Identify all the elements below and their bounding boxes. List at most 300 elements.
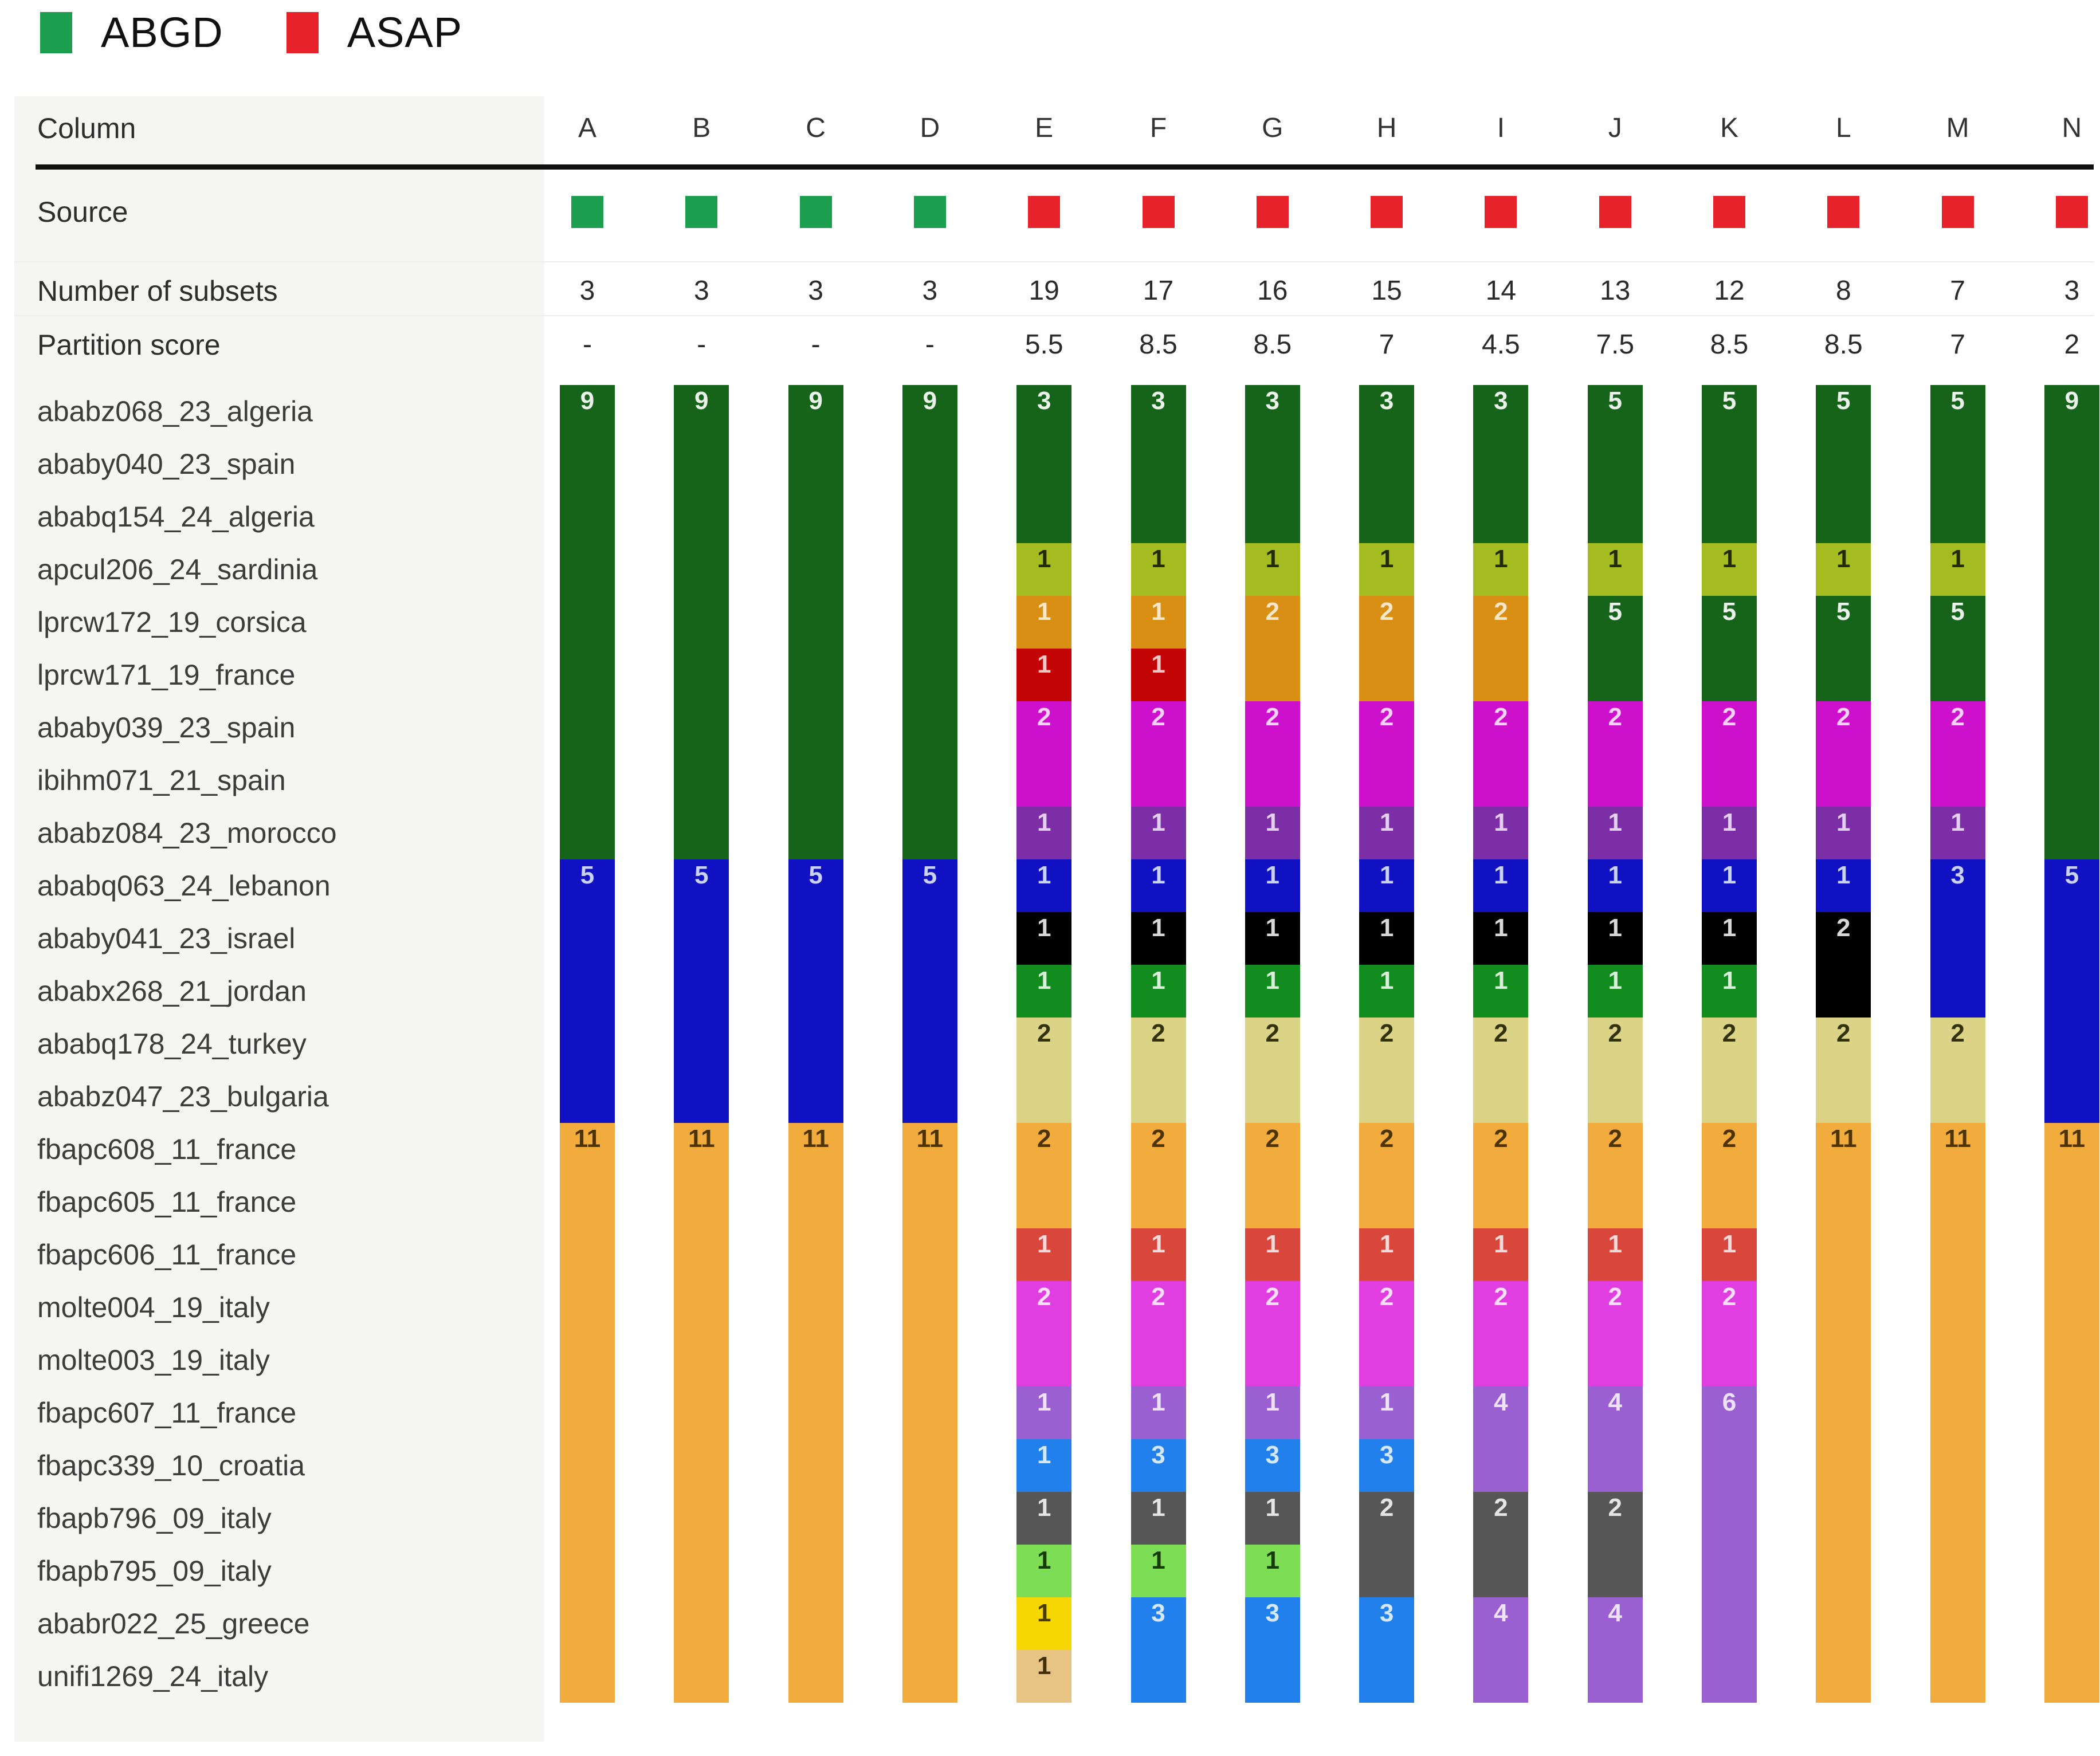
subsets-row-label: Number of subsets	[37, 275, 278, 307]
bar-segment-count: 2	[1722, 703, 1737, 731]
column-letter-K: K	[1720, 113, 1738, 143]
row-label-ababq178_24_turkey: ababq178_24_turkey	[37, 1028, 307, 1060]
subsets-value-C: 3	[808, 276, 823, 306]
bar-segment-count: 2	[1608, 1019, 1622, 1047]
bar-segment	[1245, 807, 1300, 859]
score-value-C: -	[811, 329, 821, 360]
bar-segment	[1359, 543, 1414, 596]
bar-segment-count: 1	[1494, 1230, 1508, 1258]
bar-segment	[1588, 543, 1643, 596]
bar-segment-count: 1	[1265, 1494, 1280, 1522]
header-divider-line	[36, 164, 2094, 170]
bar-segment-count: 1	[1037, 545, 1051, 573]
bar-segment-count: 4	[1608, 1388, 1622, 1416]
bar-segment-count: 9	[2064, 387, 2079, 415]
source-swatch-M	[1942, 196, 1974, 228]
bar-segment	[1930, 1123, 1985, 1703]
bar-segment	[1588, 701, 1643, 807]
bar-segment	[1016, 1228, 1071, 1281]
bar-segment	[1131, 1439, 1186, 1492]
bar-segment-count: 1	[1494, 967, 1508, 995]
bar-segment	[1245, 1545, 1300, 1597]
bar-segment-count: 2	[1494, 598, 1508, 626]
score-value-M: 7	[1950, 329, 1965, 360]
bar-segment-count: 2	[1265, 1019, 1280, 1047]
bar-segment-count: 3	[1379, 387, 1394, 415]
bar-segment	[1702, 912, 1757, 965]
bar-segment-count: 1	[1151, 650, 1165, 678]
legend-item-abgd	[40, 8, 223, 57]
column-letter-L: L	[1835, 113, 1851, 143]
bar-segment-count: 1	[1608, 914, 1622, 942]
bar-segment-count: 1	[1379, 967, 1394, 995]
subsets-value-B: 3	[693, 276, 709, 306]
subsets-value-G: 16	[1257, 276, 1288, 306]
bar-segment	[788, 1123, 843, 1703]
bar-segment-count: 3	[1037, 387, 1051, 415]
bar-segment-count: 1	[1037, 861, 1051, 889]
bar-segment	[1131, 965, 1186, 1018]
bar-segment	[1702, 596, 1757, 701]
subsets-value-J: 13	[1599, 276, 1631, 306]
source-swatch-F	[1143, 196, 1175, 228]
bar-segment	[1473, 965, 1528, 1018]
bar-segment-count: 5	[1608, 598, 1622, 626]
bar-segment-count: 1	[1151, 545, 1165, 573]
bar-segment	[1131, 1597, 1186, 1703]
row-label-ababy039_23_spain: ababy039_23_spain	[37, 712, 296, 744]
bar-segment	[1588, 965, 1643, 1018]
subsets-value-H: 15	[1371, 276, 1402, 306]
bar-segment-count: 1	[1037, 967, 1051, 995]
bar-segment-count: 5	[1950, 598, 1965, 626]
bar-segment	[1016, 1281, 1071, 1386]
bar-segment	[1359, 1492, 1414, 1597]
source-swatch-B	[685, 196, 717, 228]
partition-bar-C	[788, 385, 843, 1703]
bar-segment	[1245, 543, 1300, 596]
partition-bar-K	[1702, 385, 1757, 1703]
bar-segment	[1702, 1386, 1757, 1703]
subsets-value-F: 17	[1143, 276, 1174, 306]
bar-segment	[1131, 596, 1186, 649]
source-swatch-L	[1827, 196, 1859, 228]
bar-segment	[1016, 649, 1071, 701]
bar-segment-count: 1	[1037, 1230, 1051, 1258]
column-letter-D: D	[920, 113, 940, 143]
bar-segment	[1245, 1018, 1300, 1123]
source-swatch-A	[571, 196, 603, 228]
row-label-ababq154_24_algeria: ababq154_24_algeria	[37, 501, 315, 533]
bar-segment-count: 2	[1151, 1019, 1165, 1047]
subsets-value-K: 12	[1714, 276, 1745, 306]
bar-segment	[2044, 859, 2099, 1123]
bar-segment	[1016, 1545, 1071, 1597]
bar-segment	[1016, 912, 1071, 965]
bar-segment	[1588, 1018, 1643, 1123]
bar-segment	[1359, 859, 1414, 912]
bar-segment-count: 1	[1151, 861, 1165, 889]
partition-bar-L	[1816, 385, 1871, 1703]
bar-segment	[1131, 543, 1186, 596]
bar-segment-count: 1	[1379, 914, 1394, 942]
bar-segment	[1588, 1228, 1643, 1281]
column-header-label: Column	[37, 112, 136, 144]
bar-segment	[1359, 1597, 1414, 1703]
subsets-value-A: 3	[579, 276, 595, 306]
bar-segment-count: 1	[1037, 1441, 1051, 1469]
bar-segment-count: 2	[1151, 703, 1165, 731]
bar-segment	[1816, 1018, 1871, 1123]
row-label-ababy041_23_israel: ababy041_23_israel	[37, 922, 296, 954]
row-label-fbapc607_11_france: fbapc607_11_france	[37, 1397, 297, 1429]
column-letter-E: E	[1035, 113, 1054, 143]
bar-segment	[1131, 1386, 1186, 1439]
bar-segment	[1131, 807, 1186, 859]
column-letter-F: F	[1149, 113, 1167, 143]
bar-segment-count: 4	[1494, 1599, 1508, 1627]
bar-segment-count: 11	[1830, 1125, 1857, 1153]
source-swatch-G	[1257, 196, 1289, 228]
bar-segment	[1473, 1281, 1528, 1386]
bar-segment	[1702, 1123, 1757, 1228]
bar-segment	[1588, 859, 1643, 912]
bar-segment-count: 2	[1265, 598, 1280, 626]
bar-segment-count: 1	[1151, 1494, 1165, 1522]
bar-segment-count: 11	[802, 1125, 829, 1153]
bar-segment-count: 1	[1379, 545, 1394, 573]
bar-segment	[1473, 1597, 1528, 1703]
bar-segment	[1359, 1281, 1414, 1386]
bar-segment-count: 3	[1265, 1441, 1280, 1469]
bar-segment-count: 2	[1494, 1283, 1508, 1311]
row-label-molte004_19_italy: molte004_19_italy	[37, 1291, 270, 1323]
bar-segment	[1816, 543, 1871, 596]
bar-segment-count: 2	[1379, 703, 1394, 731]
bar-segment	[1245, 1228, 1300, 1281]
bar-segment-count: 2	[1265, 1125, 1280, 1153]
score-value-F: 8.5	[1139, 329, 1177, 360]
row-label-ababr022_25_greece: ababr022_25_greece	[37, 1608, 310, 1640]
score-value-H: 7	[1379, 329, 1395, 360]
bar-segment	[674, 859, 729, 1123]
bar-segment-count: 11	[688, 1125, 715, 1153]
bar-segment	[1131, 701, 1186, 807]
bar-segment	[1588, 1386, 1643, 1492]
row-label-molte003_19_italy: molte003_19_italy	[37, 1344, 270, 1376]
bar-segment-count: 1	[1379, 1230, 1394, 1258]
bar-segment	[1702, 859, 1757, 912]
score-value-J: 7.5	[1596, 329, 1635, 360]
column-letter-J: J	[1608, 113, 1622, 143]
bar-segment	[1816, 912, 1871, 1018]
bar-segment	[1473, 1228, 1528, 1281]
bar-segment-count: 2	[1151, 1283, 1165, 1311]
bar-segment-count: 1	[1722, 914, 1737, 942]
bar-segment-count: 3	[1494, 387, 1508, 415]
bar-segment	[1359, 965, 1414, 1018]
bar-segment-count: 11	[916, 1125, 944, 1153]
bar-segment	[1131, 1228, 1186, 1281]
bar-segment-count: 4	[1608, 1599, 1622, 1627]
score-value-D: -	[925, 329, 935, 360]
bar-segment	[1473, 1123, 1528, 1228]
partition-bar-I	[1473, 385, 1528, 1703]
bar-segment-count: 3	[1151, 1599, 1165, 1627]
column-letter-N: N	[2062, 113, 2082, 143]
bar-segment	[1131, 1492, 1186, 1545]
bar-segment	[1473, 807, 1528, 859]
bar-segment-count: 5	[2064, 861, 2079, 889]
row-label-fbapc605_11_france: fbapc605_11_france	[37, 1186, 297, 1218]
subsets-value-M: 7	[1950, 276, 1965, 306]
bar-segment	[1702, 385, 1757, 543]
bar-segment-count: 2	[1950, 703, 1965, 731]
bar-segment-count: 1	[1265, 545, 1280, 573]
bar-segment	[1131, 649, 1186, 701]
row-label-fbapc608_11_france: fbapc608_11_france	[37, 1133, 297, 1165]
bar-segment-count: 5	[1608, 387, 1622, 415]
abgd-color-swatch	[40, 12, 72, 53]
bar-segment	[1702, 701, 1757, 807]
asap-legend-label: ASAP	[347, 9, 463, 56]
score-value-E: 5.5	[1025, 329, 1063, 360]
bar-segment	[1702, 807, 1757, 859]
bar-segment-count: 2	[1494, 1494, 1508, 1522]
bar-segment	[1016, 1018, 1071, 1123]
bar-segment	[1816, 807, 1871, 859]
bar-segment-count: 2	[1608, 1494, 1622, 1522]
row-label-ababz047_23_bulgaria: ababz047_23_bulgaria	[37, 1081, 329, 1113]
row-label-ababz068_23_algeria: ababz068_23_algeria	[37, 395, 313, 427]
row-label-fbapb796_09_italy: fbapb796_09_italy	[37, 1502, 272, 1534]
partition-bar-G	[1245, 385, 1300, 1703]
abgd-legend-label: ABGD	[101, 9, 223, 56]
source-swatch-I	[1485, 196, 1517, 228]
score-value-A: -	[583, 329, 592, 360]
bar-segment-count: 2	[1950, 1019, 1965, 1047]
bar-segment	[1930, 807, 1985, 859]
bar-segment-count: 1	[1151, 967, 1165, 995]
bar-segment	[1016, 859, 1071, 912]
bar-segment	[1473, 1018, 1528, 1123]
bar-segment-count: 3	[1950, 861, 1965, 889]
score-value-G: 8.5	[1253, 329, 1292, 360]
bar-segment-count: 1	[1037, 1494, 1051, 1522]
source-swatch-D	[914, 196, 946, 228]
score-value-I: 4.5	[1482, 329, 1520, 360]
bar-segment	[674, 385, 729, 859]
bar-segment	[1016, 1597, 1071, 1650]
bar-segment-count: 2	[1722, 1283, 1737, 1311]
bar-segment	[1588, 596, 1643, 701]
bar-segment-count: 5	[923, 861, 937, 889]
bar-segment	[788, 859, 843, 1123]
bar-segment-count: 2	[1379, 598, 1394, 626]
bar-segment	[1588, 1123, 1643, 1228]
bar-segment-count: 1	[1836, 545, 1851, 573]
bar-segment-count: 1	[1151, 914, 1165, 942]
bar-segment-count: 1	[1722, 808, 1737, 836]
bar-segment	[1473, 912, 1528, 965]
bar-segment-count: 2	[1037, 1283, 1051, 1311]
bar-segment-count: 4	[1494, 1388, 1508, 1416]
score-value-K: 8.5	[1710, 329, 1749, 360]
bar-segment-count: 1	[1379, 861, 1394, 889]
bar-segment-count: 3	[1151, 387, 1165, 415]
bar-segment-count: 1	[1494, 861, 1508, 889]
bar-segment	[1359, 1123, 1414, 1228]
bar-segment	[1016, 543, 1071, 596]
bar-segment-count: 2	[1494, 1019, 1508, 1047]
subsets-value-D: 3	[922, 276, 938, 306]
bar-segment-count: 11	[1944, 1125, 1971, 1153]
bar-segment-count: 1	[1265, 1388, 1280, 1416]
bar-segment	[1245, 859, 1300, 912]
row-label-ababx268_21_jordan: ababx268_21_jordan	[37, 975, 307, 1007]
bar-segment-count: 2	[1379, 1494, 1394, 1522]
bar-segment	[1588, 1492, 1643, 1597]
row-label-apcul206_24_sardinia: apcul206_24_sardinia	[37, 553, 318, 586]
column-letter-M: M	[1946, 113, 1969, 143]
bar-segment-count: 11	[2058, 1125, 2086, 1153]
bar-segment-count: 1	[1950, 545, 1965, 573]
bar-segment-count: 2	[1265, 1283, 1280, 1311]
bar-segment	[2044, 1123, 2099, 1703]
bar-segment-count: 2	[1722, 1125, 1737, 1153]
bar-segment-count: 3	[1379, 1599, 1394, 1627]
row-label-fbapc606_11_france: fbapc606_11_france	[37, 1239, 297, 1271]
bar-segment	[1473, 596, 1528, 701]
bar-segment	[1702, 1228, 1757, 1281]
bar-segment-count: 1	[1950, 808, 1965, 836]
bar-segment-count: 1	[1037, 914, 1051, 942]
column-letter-C: C	[806, 113, 826, 143]
row-label-ibihm071_21_spain: ibihm071_21_spain	[37, 764, 286, 796]
bar-segment	[1702, 965, 1757, 1018]
column-letter-H: H	[1376, 113, 1397, 143]
bar-segment	[560, 859, 615, 1123]
subsets-value-N: 3	[2064, 276, 2080, 306]
bar-segment-count: 1	[1265, 861, 1280, 889]
bar-segment-count: 2	[1379, 1283, 1394, 1311]
bar-segment	[1359, 596, 1414, 701]
bar-segment-count: 1	[1037, 1599, 1051, 1627]
bar-segment	[1245, 1281, 1300, 1386]
bar-segment-count: 1	[1037, 650, 1051, 678]
bar-segment-count: 11	[574, 1125, 601, 1153]
bar-segment-count: 5	[1836, 598, 1851, 626]
bar-segment-count: 1	[1151, 1230, 1165, 1258]
bar-segment	[1016, 807, 1071, 859]
bar-segment-count: 1	[1722, 967, 1737, 995]
partition-bar-A	[560, 385, 615, 1703]
bar-segment	[1016, 1650, 1071, 1703]
bar-segment-count: 9	[580, 387, 595, 415]
bar-segment	[1245, 1386, 1300, 1439]
subsets-value-E: 19	[1029, 276, 1059, 306]
bar-segment-count: 5	[580, 861, 595, 889]
bar-segment-count: 1	[1151, 808, 1165, 836]
bar-segment-count: 1	[1608, 545, 1622, 573]
source-swatch-K	[1713, 196, 1745, 228]
bar-segment-count: 9	[923, 387, 937, 415]
bar-segment	[1588, 807, 1643, 859]
subsets-value-I: 14	[1485, 276, 1517, 306]
bar-segment-count: 1	[1722, 545, 1737, 573]
row-label-lprcw171_19_france: lprcw171_19_france	[37, 659, 296, 691]
bar-segment	[1131, 1281, 1186, 1386]
bar-segment	[1245, 596, 1300, 701]
column-letter-B: B	[692, 113, 711, 143]
bar-segment-count: 1	[1836, 861, 1851, 889]
bar-segment	[1588, 912, 1643, 965]
bar-segment-count: 2	[1379, 1125, 1394, 1153]
bar-segment-count: 6	[1722, 1388, 1737, 1416]
row-label-ababz084_23_morocco: ababz084_23_morocco	[37, 817, 337, 849]
bar-segment-count: 2	[1037, 1125, 1051, 1153]
bar-segment-count: 1	[1151, 1388, 1165, 1416]
bar-segment	[1473, 543, 1528, 596]
bar-segment-count: 1	[1151, 598, 1165, 626]
bar-segment	[1359, 807, 1414, 859]
score-value-N: 2	[2064, 329, 2080, 360]
bar-segment	[1473, 1492, 1528, 1597]
bar-segment-count: 1	[1037, 1546, 1051, 1574]
bar-segment-count: 2	[1836, 703, 1851, 731]
bar-segment-count: 5	[808, 861, 823, 889]
bar-segment	[1816, 385, 1871, 543]
bar-segment-count: 1	[1494, 545, 1508, 573]
bar-segment	[1016, 701, 1071, 807]
bar-segment-count: 1	[1265, 1230, 1280, 1258]
bar-segment-count: 1	[1494, 914, 1508, 942]
row-label-fbapc339_10_croatia: fbapc339_10_croatia	[37, 1449, 305, 1482]
bar-segment	[1245, 1492, 1300, 1545]
asap-color-swatch	[286, 12, 319, 53]
bar-segment	[1816, 596, 1871, 701]
bar-segment	[1016, 965, 1071, 1018]
bar-segment	[1816, 859, 1871, 912]
partition-bar-E	[1016, 385, 1071, 1703]
bar-segment	[1016, 385, 1071, 543]
subsets-value-L: 8	[1835, 276, 1851, 306]
score-value-B: -	[697, 329, 706, 360]
bar-segment	[1930, 596, 1985, 701]
bar-segment-count: 2	[1608, 1125, 1622, 1153]
bar-segment	[902, 1123, 957, 1703]
bar-segment	[1131, 859, 1186, 912]
row-label-unifi1269_24_italy: unifi1269_24_italy	[37, 1660, 269, 1692]
bar-segment	[1245, 1439, 1300, 1492]
bar-segment-count: 9	[694, 387, 709, 415]
bar-segment-count: 1	[1836, 808, 1851, 836]
row-label-fbapb795_09_italy: fbapb795_09_italy	[37, 1555, 272, 1587]
bar-segment-count: 2	[1151, 1125, 1165, 1153]
bar-segment-count: 2	[1494, 703, 1508, 731]
bar-segment-count: 1	[1037, 808, 1051, 836]
bar-segment-count: 1	[1379, 1388, 1394, 1416]
score-row-label: Partition score	[37, 329, 221, 361]
column-letter-I: I	[1497, 113, 1505, 143]
bar-segment	[1131, 385, 1186, 543]
bar-segment-count: 1	[1265, 914, 1280, 942]
bar-segment	[1359, 1439, 1414, 1492]
bar-segment	[1930, 543, 1985, 596]
bar-segment	[1473, 859, 1528, 912]
bar-segment	[2044, 385, 2099, 859]
bar-segment	[1930, 1018, 1985, 1123]
